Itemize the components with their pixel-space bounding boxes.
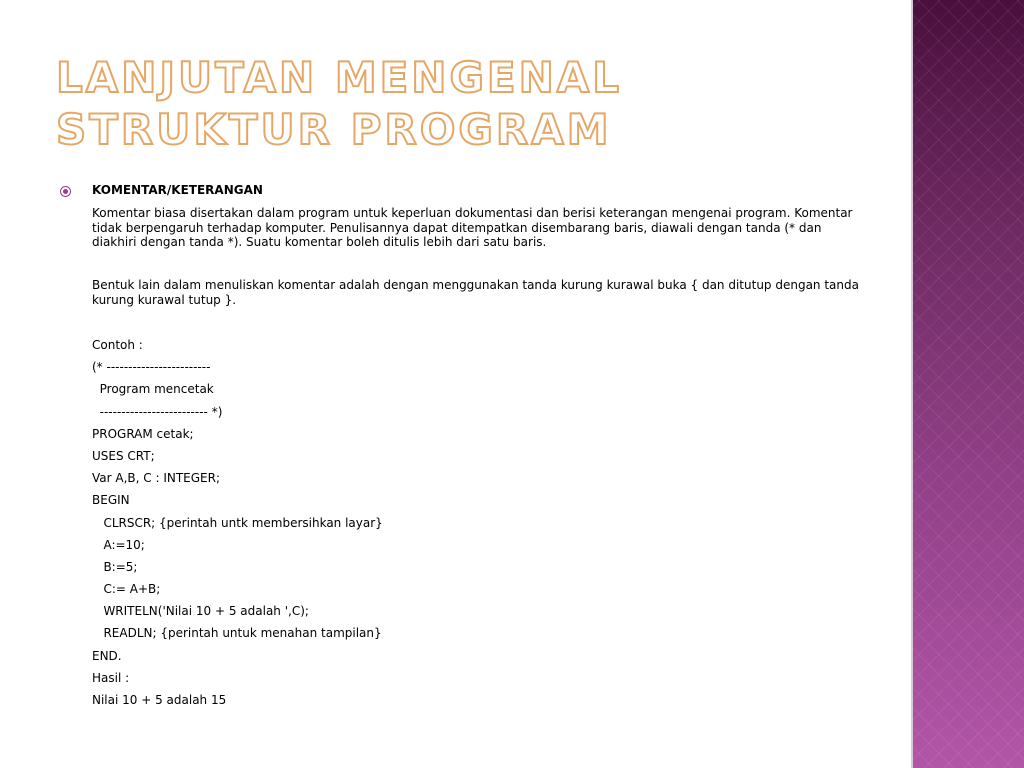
section-heading: KOMENTAR/KETERANGAN — [92, 183, 263, 197]
code-line: END. — [92, 648, 122, 663]
code-line: A:=10; — [92, 537, 145, 552]
code-line: Hasil : — [92, 670, 130, 685]
code-line: USES CRT; — [92, 448, 155, 463]
decorative-sidebar — [911, 0, 1024, 768]
code-line: Program mencetak — [92, 382, 214, 397]
code-example — [92, 334, 852, 711]
code-line: (* ------------------------ — [92, 360, 211, 375]
code-line: WRITELN('Nilai 10 + 5 adalah ',C); — [92, 604, 309, 619]
code-line: PROGRAM cetak; — [92, 426, 194, 441]
code-line: READLN; {perintah untuk menahan tampilan} — [92, 626, 382, 641]
code-line: Nilai 10 + 5 adalah 15 — [92, 693, 227, 707]
code-line: B:=5; — [92, 559, 138, 574]
code-line: Contoh : — [92, 338, 143, 352]
code-line: C:= A+B; — [92, 582, 161, 597]
paragraph-komentar: Komentar biasa disertakan dalam program untuk keperluan dokumentasi dan berisi keterangan mengenai program. Komentar tidak berpengaruh terhadap komputer. Penulisannya dapat ditempatkan disembarang baris, diawali dengan tanda (* dan diakhiri dengan tanda *). Suatu komentar boleh ditulis lebih dari satu baris. — [92, 206, 853, 249]
code-line: BEGIN — [92, 493, 130, 508]
code-line: Var A,B, C : INTEGER; — [92, 471, 221, 486]
circle-dot-bullet-icon — [60, 186, 71, 197]
code-line: ------------------------- *) — [92, 404, 223, 419]
slide-title: LANJUTAN MENGENAL STRUKTUR PROGRAM — [56, 53, 623, 154]
code-line: CLRSCR; {perintah untk membersihkan layar} — [92, 515, 383, 530]
paragraph-bentuk-lain: Bentuk lain dalam menuliskan komentar adalah dengan menggunakan tanda kurung kurawal buka { dan ditutup dengan tanda kurung kurawal tutup }. — [92, 278, 859, 307]
